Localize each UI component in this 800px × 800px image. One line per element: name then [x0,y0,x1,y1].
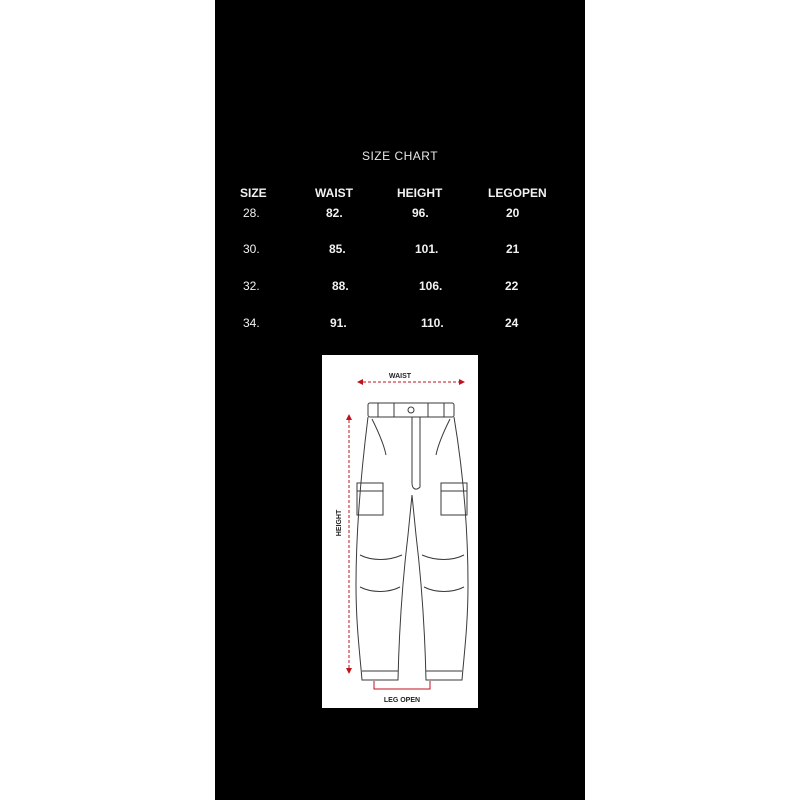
cell-legopen: 22 [505,279,519,293]
cell-size: 30. [243,242,260,256]
cell-waist: 82. [326,206,343,220]
cell-waist: 85. [329,242,346,256]
header-height: HEIGHT [397,186,443,200]
pants-drawing [322,355,478,708]
cell-height: 96. [412,206,429,220]
cell-size: 32. [243,279,260,293]
leg-open-measure-line [374,681,430,689]
pants-measurement-diagram [322,355,478,708]
leg-open-label: LEG OPEN [383,697,421,704]
cell-size: 28. [243,206,260,220]
header-size: SIZE [240,186,267,200]
cell-height: 101. [415,242,439,256]
waist-label: WAIST [388,373,412,380]
cell-legopen: 24 [505,316,519,330]
chart-title: SIZE CHART [361,149,439,163]
cell-waist: 91. [330,316,347,330]
height-label: HEIGHT [336,509,343,537]
cell-height: 106. [419,279,443,293]
cell-height: 110. [421,316,444,330]
cell-waist: 88. [332,279,349,293]
size-chart-panel [215,0,585,800]
pants-outline [356,403,468,680]
cell-legopen: 20 [506,206,520,220]
header-legopen: LEGOPEN [488,186,547,200]
header-waist: WAIST [315,186,353,200]
cell-size: 34. [243,316,260,330]
cell-legopen: 21 [506,242,520,256]
